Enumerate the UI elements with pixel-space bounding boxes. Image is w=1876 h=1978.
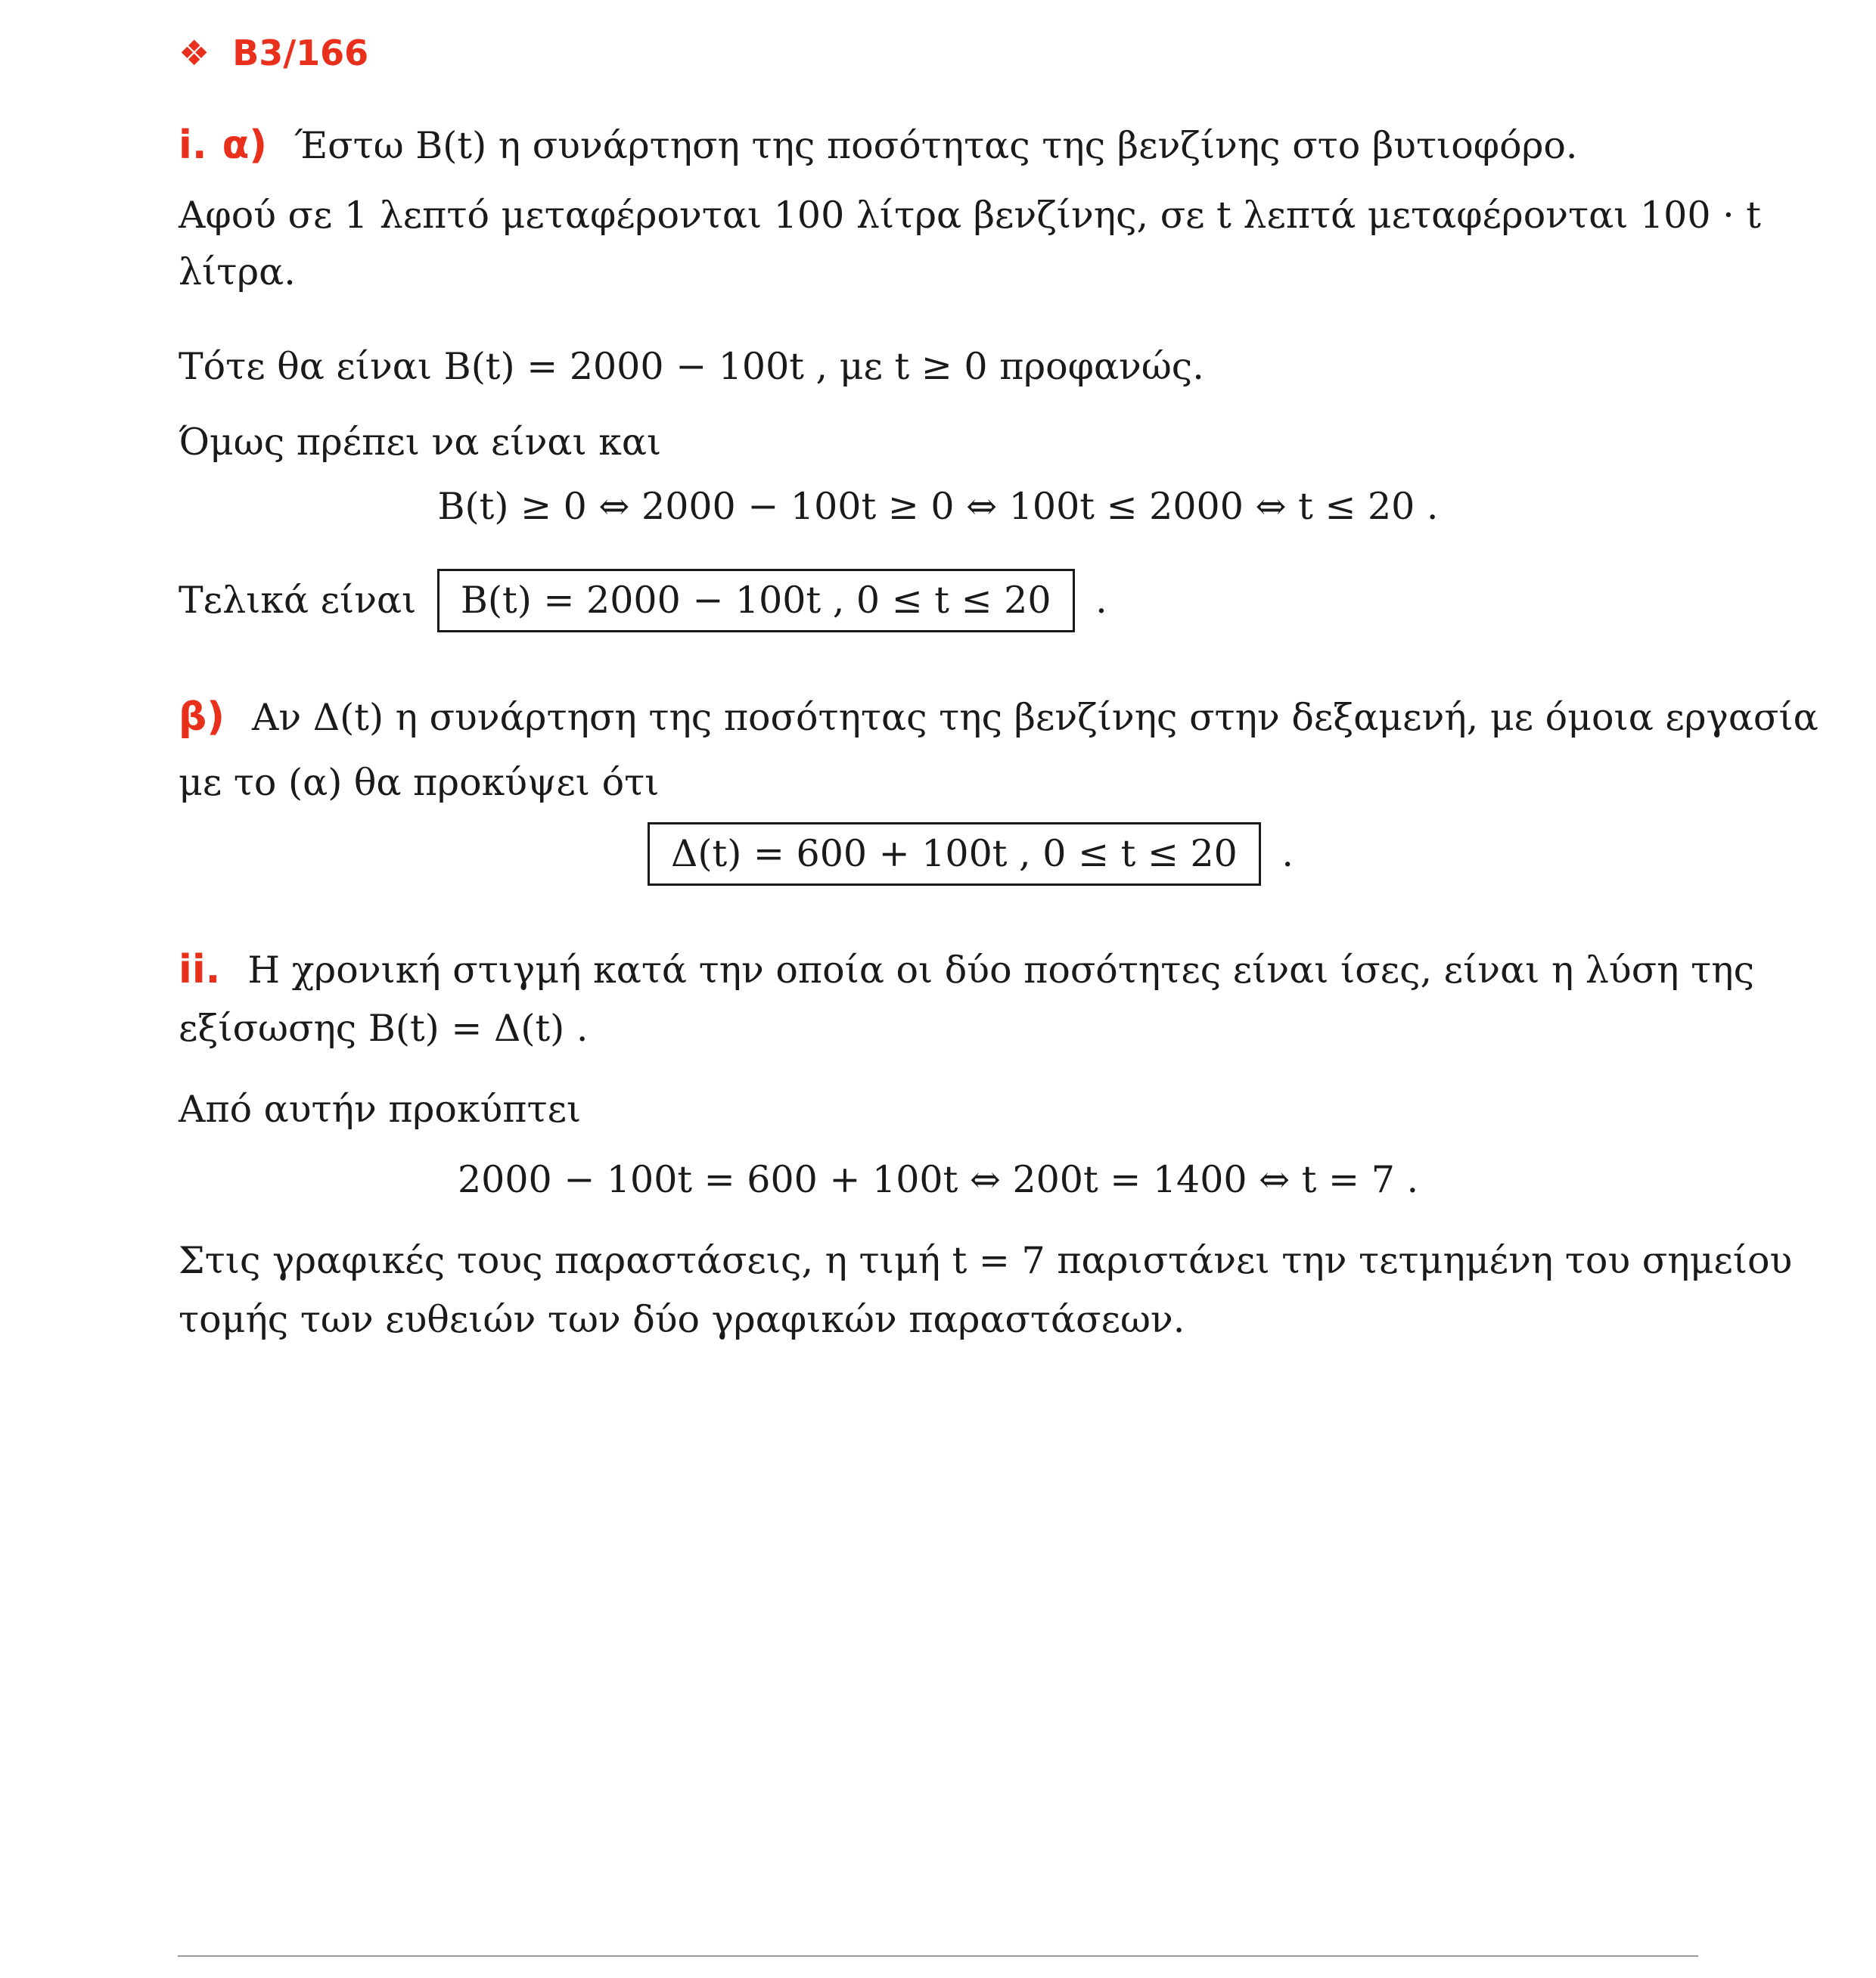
- footer-divider: [178, 1955, 1698, 1957]
- paragraph-text: Η χρονική στιγμή κατά την οποία οι δύο ποσότητες είναι ίσες, είναι η λύση της: [247, 949, 1755, 992]
- boxed-result-b: B(t) = 2000 − 100t , 0 ≤ t ≤ 20: [437, 569, 1075, 632]
- part-i-a-line-1: [179, 123, 1577, 169]
- paragraph-text: Έστω B(t) η συνάρτηση της ποσότητας της βενζίνης στο βυτιοφόρο.: [294, 124, 1578, 167]
- boxed-result-line: [648, 822, 1294, 886]
- paragraph-line: λίτρα.: [179, 250, 296, 293]
- label-a: α): [222, 123, 268, 168]
- paragraph-line: Τότε θα είναι B(t) = 2000 − 100t , με t ≥ 0 προφανώς.: [179, 345, 1204, 388]
- boxed-result-delta: Δ(t) = 600 + 100t , 0 ≤ t ≤ 20: [648, 822, 1261, 886]
- paragraph-line: Από αυτήν προκύπτει: [179, 1088, 582, 1131]
- paragraph-line: εξίσωσης B(t) = Δ(t) .: [179, 1007, 589, 1050]
- part-ii-line-1: [179, 947, 1754, 993]
- final-prefix: Τελικά είναι: [179, 579, 417, 622]
- label-ii: ii.: [179, 947, 221, 992]
- paragraph-line: Αφού σε 1 λεπτό μεταφέρονται 100 λίτρα βενζίνης, σε t λεπτά μεταφέρονται 100 · t: [179, 194, 1761, 237]
- label-i: i.: [179, 123, 207, 168]
- part-b-line-1: [179, 694, 1819, 741]
- label-b: β): [179, 694, 225, 740]
- paragraph-line: Όμως πρέπει να είναι και: [179, 421, 662, 464]
- equation-1: B(t) ≥ 0 ⇔ 2000 − 100t ≥ 0 ⇔ 100t ≤ 2000 ⇔ t ≤ 20 .: [437, 485, 1439, 528]
- paragraph-line: τομής των ευθειών των δύο γραφικών παραστάσεων.: [179, 1298, 1185, 1341]
- final-result-line: [179, 569, 1107, 632]
- box-suffix: .: [1281, 832, 1294, 875]
- section-heading: [179, 30, 368, 76]
- diamond-bullet-icon: ❖: [179, 33, 210, 73]
- heading-text: B3/166: [232, 33, 369, 73]
- paragraph-text: Αν Δ(t) η συνάρτηση της ποσότητας της βενζίνης στην δεξαμενή, με όμοια εργασία: [252, 696, 1819, 739]
- equation-2: 2000 − 100t = 600 + 100t ⇔ 200t = 1400 ⇔ t = 7 .: [457, 1158, 1419, 1201]
- paragraph-line: με το (α) θα προκύψει ότι: [179, 761, 660, 804]
- final-suffix: .: [1095, 579, 1107, 622]
- paragraph-line: Στις γραφικές τους παραστάσεις, η τιμή t = 7 παριστάνει την τετμημένη του σημείου: [179, 1239, 1793, 1282]
